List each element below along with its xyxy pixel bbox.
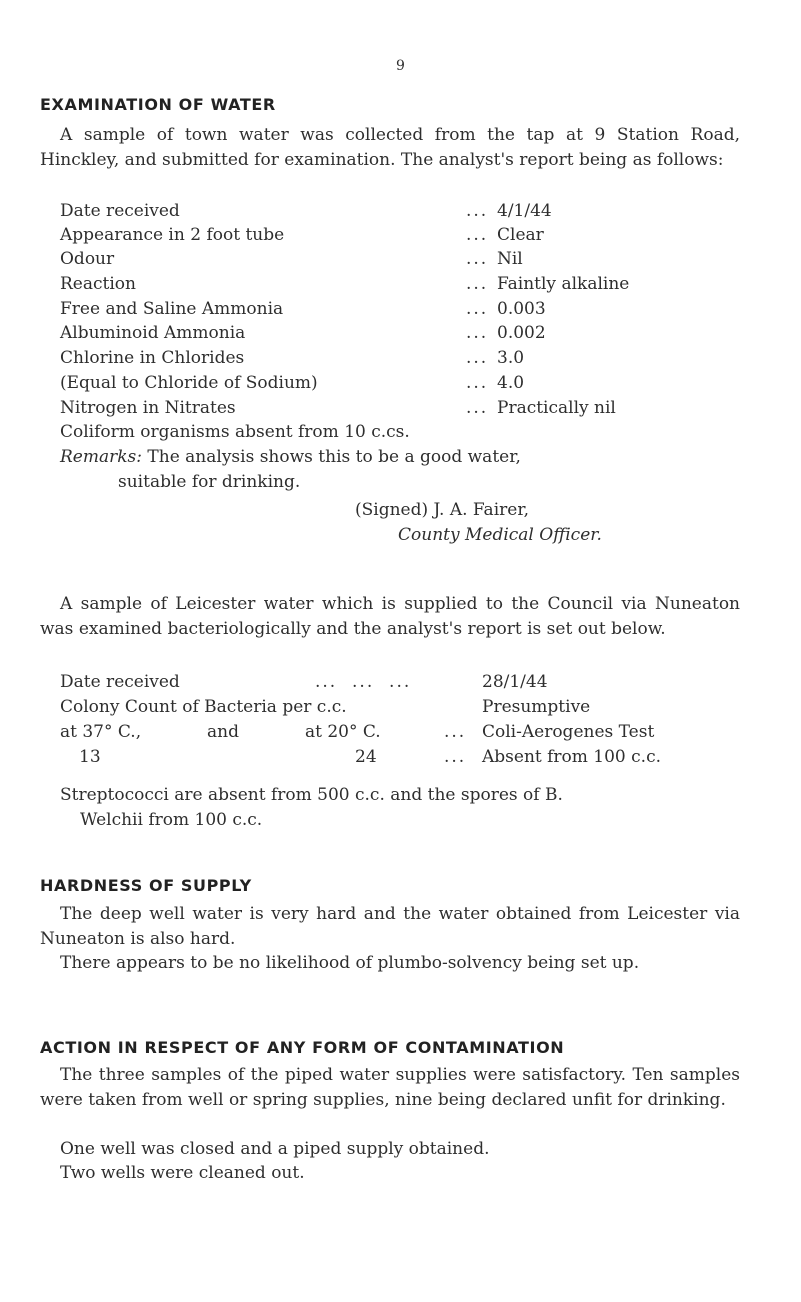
coli-test-label: Coli-Aerogenes Test <box>482 722 655 742</box>
analysis-row-label: Albuminoid Ammonia <box>60 323 246 343</box>
streptococci-continuation: Welchii from 100 c.c. <box>80 810 263 830</box>
bact-date-label: Date received <box>60 672 180 692</box>
action-paragraph-3 <box>40 1161 740 1186</box>
action-paragraph-2 <box>40 1137 740 1162</box>
analysis-row-value: 3.0 <box>497 348 525 368</box>
analysis-row-value: Clear <box>497 225 544 245</box>
hardness-paragraph-1 <box>40 902 740 951</box>
analysis-row-value: Faintly alkaline <box>497 274 630 294</box>
section-heading-examination: EXAMINATION OF WATER <box>40 95 276 114</box>
analysis-row-value: 4.0 <box>497 373 525 393</box>
coliform-note: Coliform organisms absent from 10 c.cs. <box>60 422 410 442</box>
analysis-row-label: Free and Saline Ammonia <box>60 299 284 319</box>
leader-dots: ... <box>466 398 489 418</box>
leader-dots: ... <box>466 373 489 393</box>
leader-dots: ... ... ... <box>315 672 412 692</box>
analysis-row-label: Chlorine in Chlorides <box>60 348 245 368</box>
presumptive-label: Presumptive <box>482 697 591 717</box>
coli-result: Absent from 100 c.c. <box>482 747 662 767</box>
hardness-paragraph-2 <box>40 951 740 976</box>
leader-dots: ... <box>466 249 489 269</box>
analysis-row-label: Nitrogen in Nitrates <box>60 398 236 418</box>
leader-dots: ... <box>466 274 489 294</box>
remarks-label: Remarks: <box>60 447 142 467</box>
remarks-text: The analysis shows this to be a good water, <box>147 447 521 467</box>
analysis-row-value: 0.002 <box>497 323 546 343</box>
action-text-2: One well was closed and a piped supply obtained. <box>60 1139 490 1159</box>
signature-line: (Signed) J. A. Fairer, <box>355 500 529 520</box>
section-heading-action: ACTION IN RESPECT OF ANY FORM OF CONTAMINATION <box>40 1038 565 1057</box>
count-37: 13 <box>79 747 101 767</box>
analysis-row-value: Nil <box>497 249 523 269</box>
remarks-line <box>60 445 521 470</box>
colony-count-label: Colony Count of Bacteria per c.c. <box>60 697 347 717</box>
leader-dots: ... <box>466 323 489 343</box>
action-text-1: The three samples of the piped water supplies were satisfactory. Ten samples were taken from well or spring supplies, nine being declared unfit for drinking. <box>40 1065 740 1110</box>
examination-intro <box>40 123 740 172</box>
streptococci-note: Streptococci are absent from 500 c.c. and the spores of B. <box>60 785 563 805</box>
action-text-3: Two wells were cleaned out. <box>60 1163 305 1183</box>
leader-dots: ... <box>444 747 467 767</box>
hardness-text-2: There appears to be no likelihood of plumbo-solvency being set up. <box>60 953 640 973</box>
leicester-intro <box>40 592 740 641</box>
leicester-intro-text: A sample of Leicester water which is supplied to the Council via Nuneaton was examined bacteriologically and the analyst's report is set out below. <box>40 594 740 639</box>
at-20-label: at 20° C. <box>305 722 381 742</box>
and-label: and <box>207 722 239 742</box>
section-heading-hardness: HARDNESS OF SUPPLY <box>40 876 252 895</box>
analysis-row-value: Practically nil <box>497 398 616 418</box>
at-37-label: at 37° C., <box>60 722 142 742</box>
leader-dots: ... <box>466 225 489 245</box>
analysis-row-label: (Equal to Chloride of Sodium) <box>60 373 318 393</box>
leader-dots: ... <box>444 722 467 742</box>
leader-dots: ... <box>466 348 489 368</box>
leader-dots: ... <box>466 201 489 221</box>
bact-date-value: 28/1/44 <box>482 672 548 692</box>
analysis-row-value: 0.003 <box>497 299 546 319</box>
analysis-row-label: Reaction <box>60 274 136 294</box>
hardness-text-1: The deep well water is very hard and the water obtained from Leicester via Nuneaton is also hard. <box>40 904 740 949</box>
analysis-row-label: Odour <box>60 249 115 269</box>
officer-title: County Medical Officer. <box>398 525 602 545</box>
analysis-row-label: Appearance in 2 foot tube <box>60 225 285 245</box>
analysis-row-value: 4/1/44 <box>497 201 552 221</box>
remarks-continuation: suitable for drinking. <box>118 472 301 492</box>
page-number: 9 <box>396 58 405 74</box>
leader-dots: ... <box>466 299 489 319</box>
analysis-row-label: Date received <box>60 201 180 221</box>
examination-intro-text: A sample of town water was collected from the tap at 9 Station Road, Hinckley, and submitted for examination. The analyst's report being as follows: <box>40 125 740 170</box>
count-20: 24 <box>355 747 377 767</box>
action-paragraph-1 <box>40 1063 740 1112</box>
